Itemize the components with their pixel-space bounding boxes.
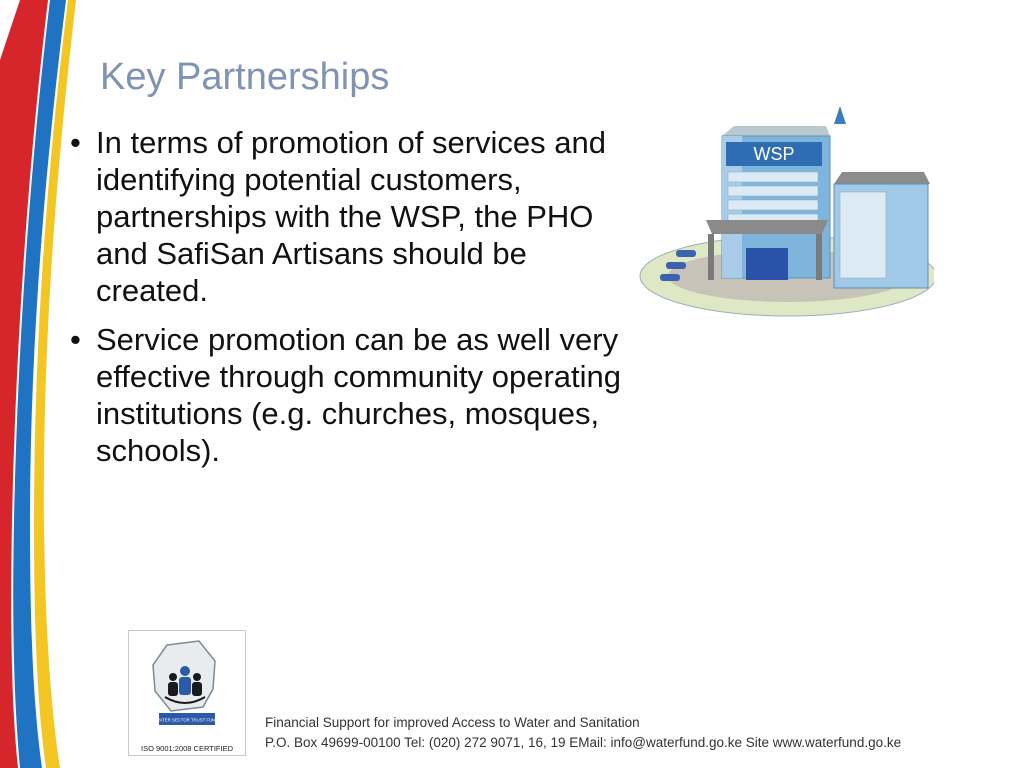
bullet-symbol: • [70, 125, 81, 160]
water-sector-trust-fund-logo [129, 631, 245, 741]
footer-contact: P.O. Box 49699-00100 Tel: (020) 272 9071, 16, 19 EMail: info@waterfund.go.ke Site www.waterfund.go.ke [265, 735, 902, 750]
bullet-item [66, 321, 626, 469]
bullet-list [66, 124, 626, 481]
bullet-text: In terms of promotion of services and identifying potential customers, partnerships with the WSP, the PHO and SafiSan Artisans should be created. [96, 125, 607, 308]
office-building-icon [638, 98, 934, 320]
bullet-symbol: • [70, 322, 81, 357]
footer-tagline: Financial Support for improved Access to Water and Sanitation [265, 715, 640, 730]
logo-badge-text: WATER SECTOR TRUST FUND [155, 717, 219, 723]
bullet-item [66, 124, 626, 309]
building-sign-text: WSP [753, 144, 795, 164]
bullet-text: Service promotion can be as well very effective through community operating institutions (e.g. churches, mosques, schools). [96, 322, 622, 468]
trust-fund-logo [128, 630, 246, 756]
slide-title: Key Partnerships [100, 56, 390, 98]
iso-certification-caption: ISO 9001:2008 CERTIFIED [141, 744, 233, 753]
